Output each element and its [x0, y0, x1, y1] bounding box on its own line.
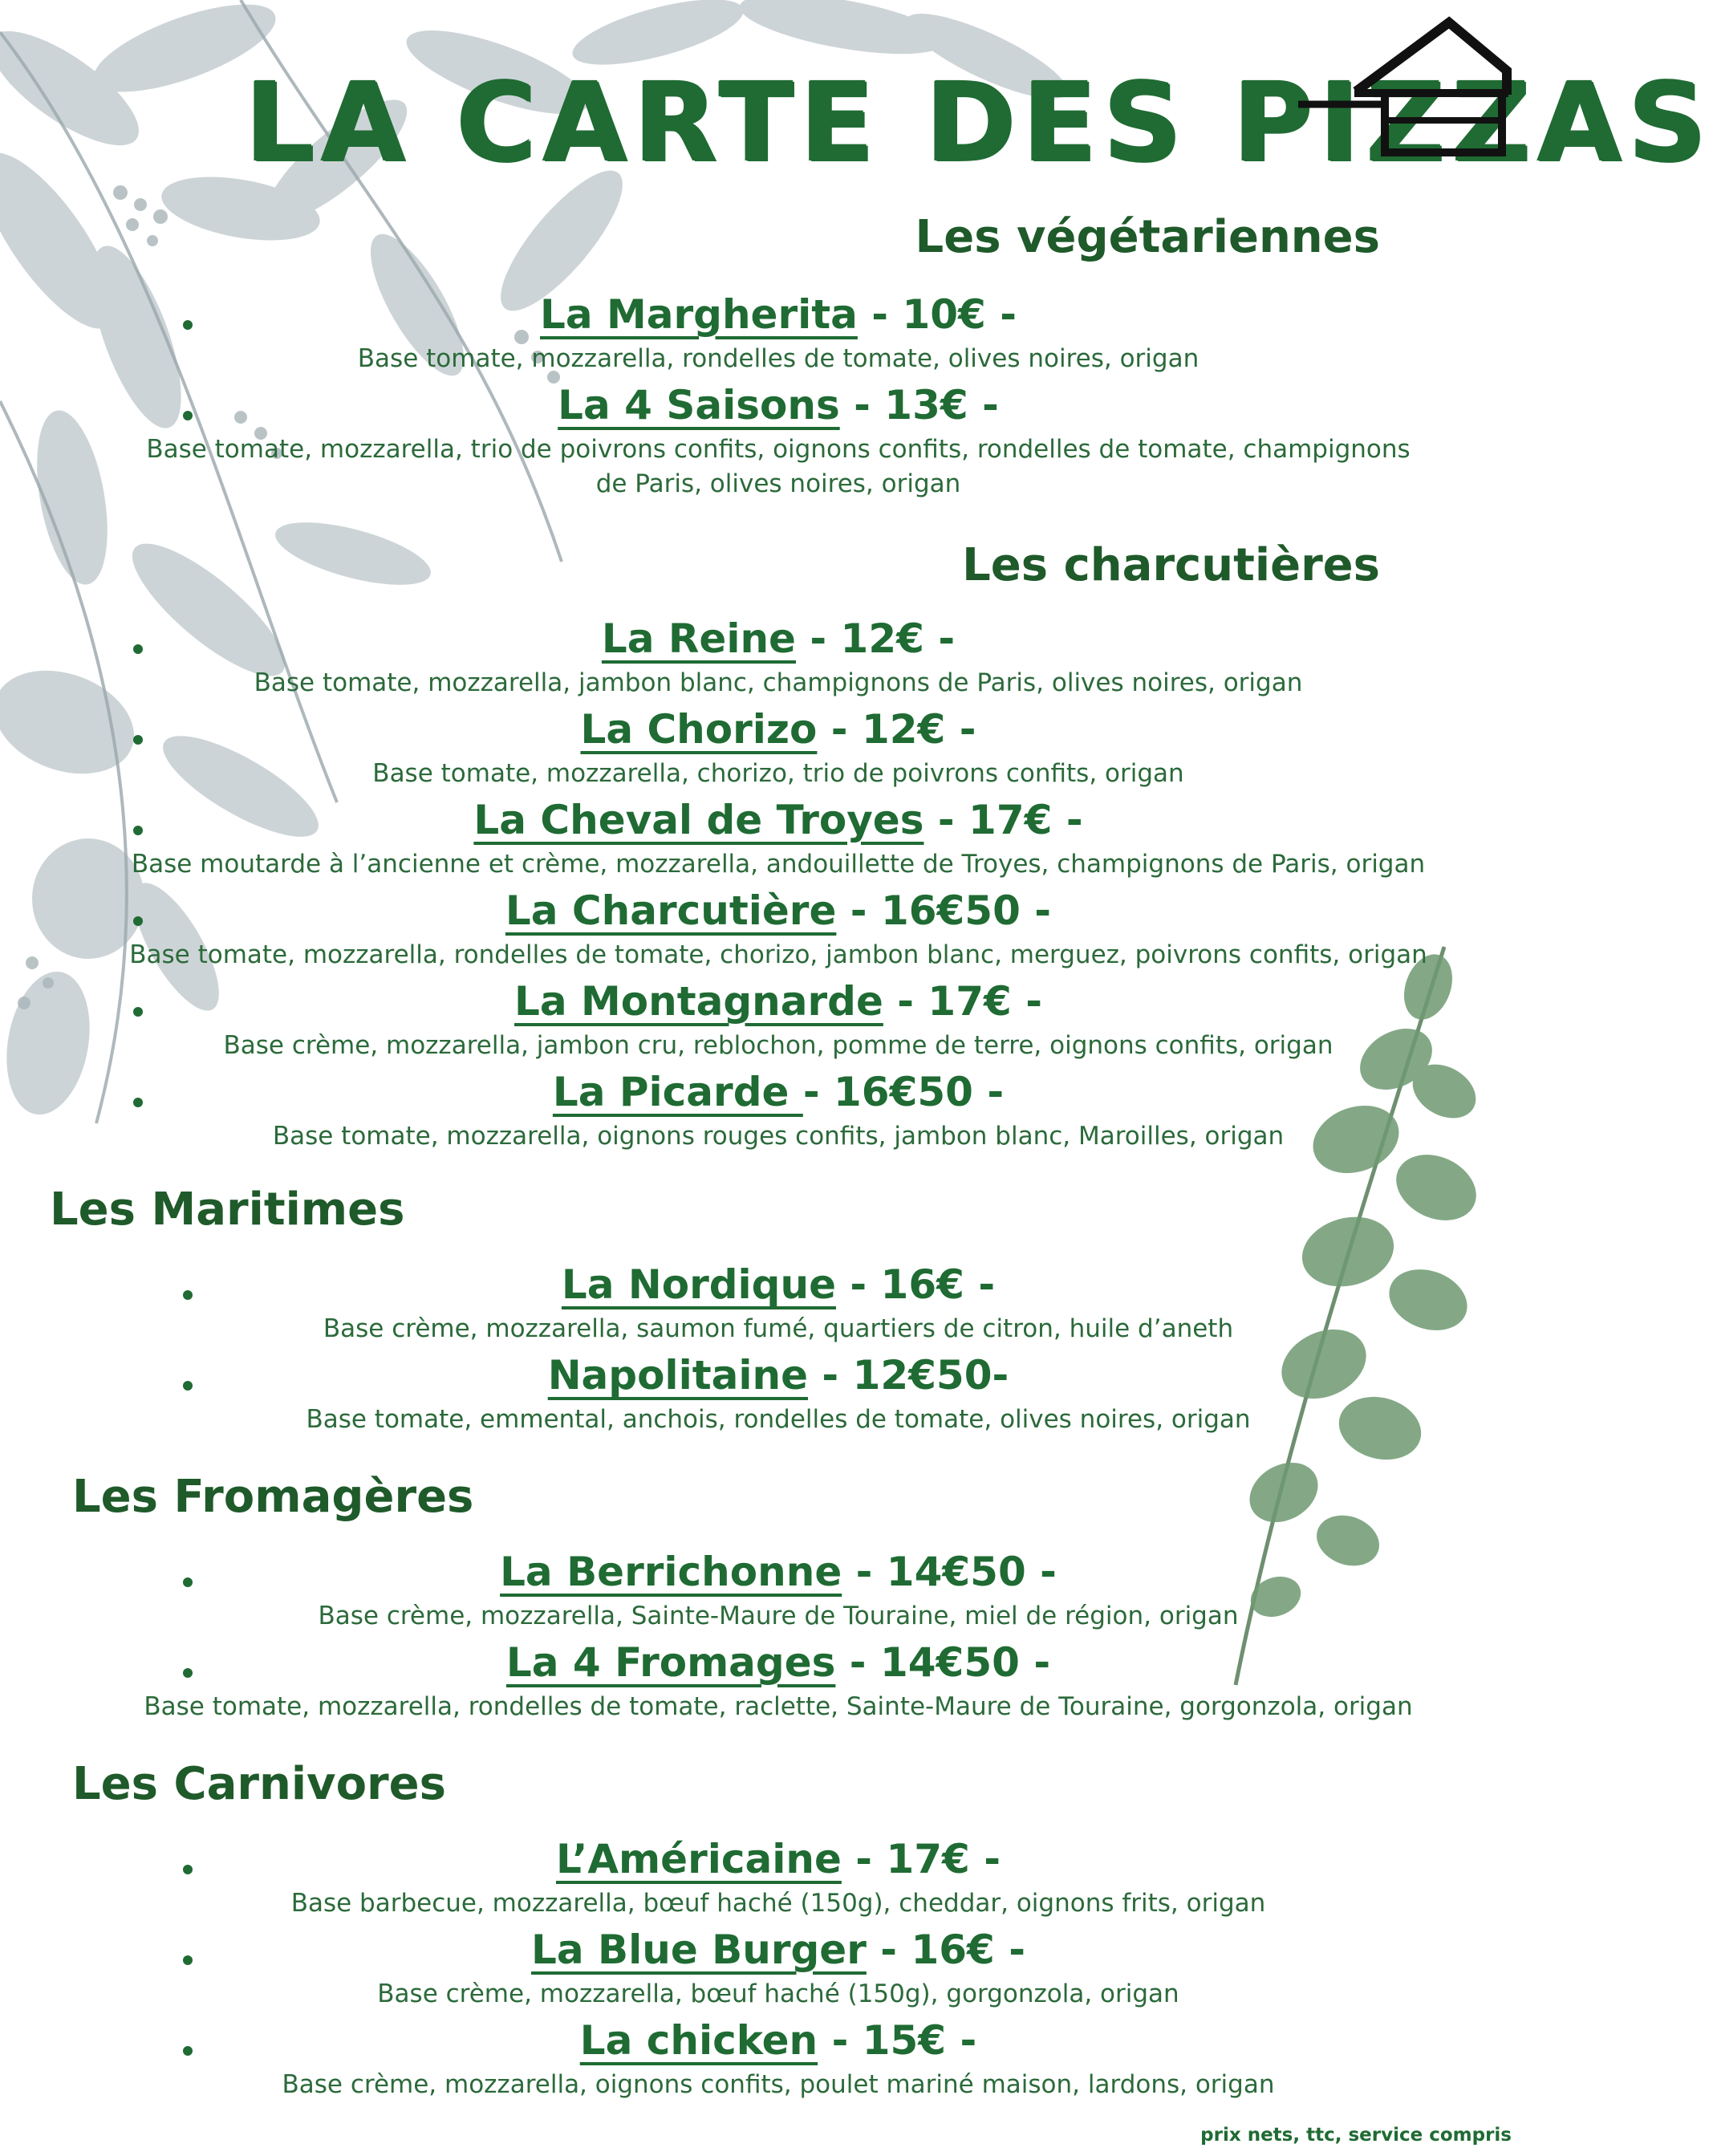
section-title-carnivores: Les Carnivores — [72, 1758, 446, 1810]
item-description: Base tomate, mozzarella, trio de poivrons confits, oignons confits, rondelles de tomate, champignons de Paris, olives noires, origan — [146, 435, 1411, 498]
item-description: Base crème, mozzarella, jambon cru, reblochon, pomme de terre, oignons confits, origan — [223, 1031, 1333, 1060]
item-name: La chicken — [579, 2017, 818, 2064]
item-name: La Reine — [601, 615, 796, 662]
item-price: - 10€ - — [857, 291, 1017, 338]
item-name: L’Américaine — [556, 1836, 842, 1882]
section-title-vegetariennes: Les végétariennes — [915, 211, 1380, 263]
item-name: La Chorizo — [580, 706, 818, 753]
menu-item — [96, 889, 1460, 972]
page-title: LA CARTE DES PIZZAS — [245, 59, 1713, 186]
menu-item — [96, 708, 1460, 791]
item-name: La 4 Saisons — [558, 382, 840, 428]
item-price: - 13€ - — [839, 382, 999, 428]
menu-item — [96, 1263, 1460, 1346]
menu-item — [96, 1550, 1460, 1634]
item-name: La Montagnarde — [514, 978, 883, 1025]
menu-item — [96, 1928, 1460, 2012]
item-name: La Charcutière — [505, 887, 837, 934]
menu-item — [96, 1837, 1460, 1921]
menu-item — [96, 2019, 1460, 2102]
section-title-maritimes: Les Maritimes — [50, 1184, 405, 1236]
menu-item — [96, 1354, 1460, 1437]
menu-item — [96, 293, 1460, 376]
item-name: La Blue Burger — [530, 1927, 867, 1973]
item-price: - 12€ - — [795, 615, 956, 662]
menu-item — [96, 1641, 1460, 1724]
item-description: Base tomate, mozzarella, oignons rouges confits, jambon blanc, Maroilles, origan — [272, 1122, 1285, 1151]
item-name: La Nordique — [561, 1261, 836, 1308]
house-logo-icon — [1298, 14, 1515, 159]
footer-note: prix nets, ttc, service compris — [1200, 2125, 1512, 2146]
item-price: - 16€50 - — [836, 887, 1052, 934]
item-price: - 17€ - — [841, 1836, 1001, 1882]
item-price: - 12€ - — [817, 706, 976, 753]
item-description: Base tomate, emmental, anchois, rondelles de tomate, olives noires, origan — [306, 1405, 1251, 1434]
menu-item — [96, 617, 1460, 700]
item-description: Base moutarde à l’ancienne et crème, mozzarella, andouillette de Troyes, champignons de Paris, origan — [131, 850, 1426, 879]
item-description: Base crème, mozzarella, Sainte-Maure de Touraine, miel de région, origan — [318, 1602, 1239, 1630]
section-title-charcutieres: Les charcutières — [962, 539, 1380, 591]
section-title-fromageres: Les Fromagères — [72, 1471, 474, 1523]
item-price: - 16€50 - — [802, 1069, 1005, 1115]
item-price: - 14€50 - — [842, 1549, 1057, 1595]
item-name: Napolitaine — [547, 1352, 808, 1399]
menu-item — [96, 980, 1460, 1063]
item-name: La Cheval de Troyes — [473, 797, 924, 843]
menu-item — [96, 798, 1460, 882]
item-name: La Picarde — [552, 1069, 803, 1115]
menu-item — [96, 1070, 1460, 1154]
item-price: - 17€ - — [883, 978, 1042, 1025]
item-description: Base tomate, mozzarella, rondelles de tomate, olives noires, origan — [357, 344, 1200, 373]
item-price: - 16€ - — [835, 1261, 996, 1308]
item-description: Base tomate, mozzarella, rondelles de tomate, raclette, Sainte-Maure de Touraine, gorgonzola, origan — [144, 1692, 1413, 1721]
item-price: - 15€ - — [818, 2017, 977, 2064]
item-description: Base crème, mozzarella, saumon fumé, quartiers de citron, huile d’aneth — [323, 1314, 1234, 1343]
item-description: Base crème, mozzarella, oignons confits, poulet mariné maison, lardons, origan — [282, 2070, 1275, 2099]
item-description: Base tomate, mozzarella, jambon blanc, champignons de Paris, olives noires, origan — [254, 668, 1303, 697]
item-price: - 14€50 - — [835, 1639, 1051, 1686]
item-name: La Margherita — [539, 291, 858, 338]
menu-item — [96, 384, 1460, 501]
item-name: La Berrichonne — [500, 1549, 842, 1595]
item-price: - 17€ - — [923, 797, 1083, 843]
item-description: Base crème, mozzarella, bœuf haché (150g), gorgonzola, origan — [377, 1979, 1179, 2008]
item-price: - 12€50- — [808, 1352, 1009, 1399]
item-description: Base tomate, mozzarella, chorizo, trio de poivrons confits, origan — [372, 759, 1184, 788]
item-price: - 16€ - — [866, 1927, 1025, 1973]
item-description: Base tomate, mozzarella, rondelles de tomate, chorizo, jambon blanc, merguez, poivrons confits, origan — [129, 940, 1427, 969]
item-name: La 4 Fromages — [505, 1639, 836, 1686]
item-description: Base barbecue, mozzarella, bœuf haché (150g), cheddar, oignons frits, origan — [290, 1889, 1266, 1918]
